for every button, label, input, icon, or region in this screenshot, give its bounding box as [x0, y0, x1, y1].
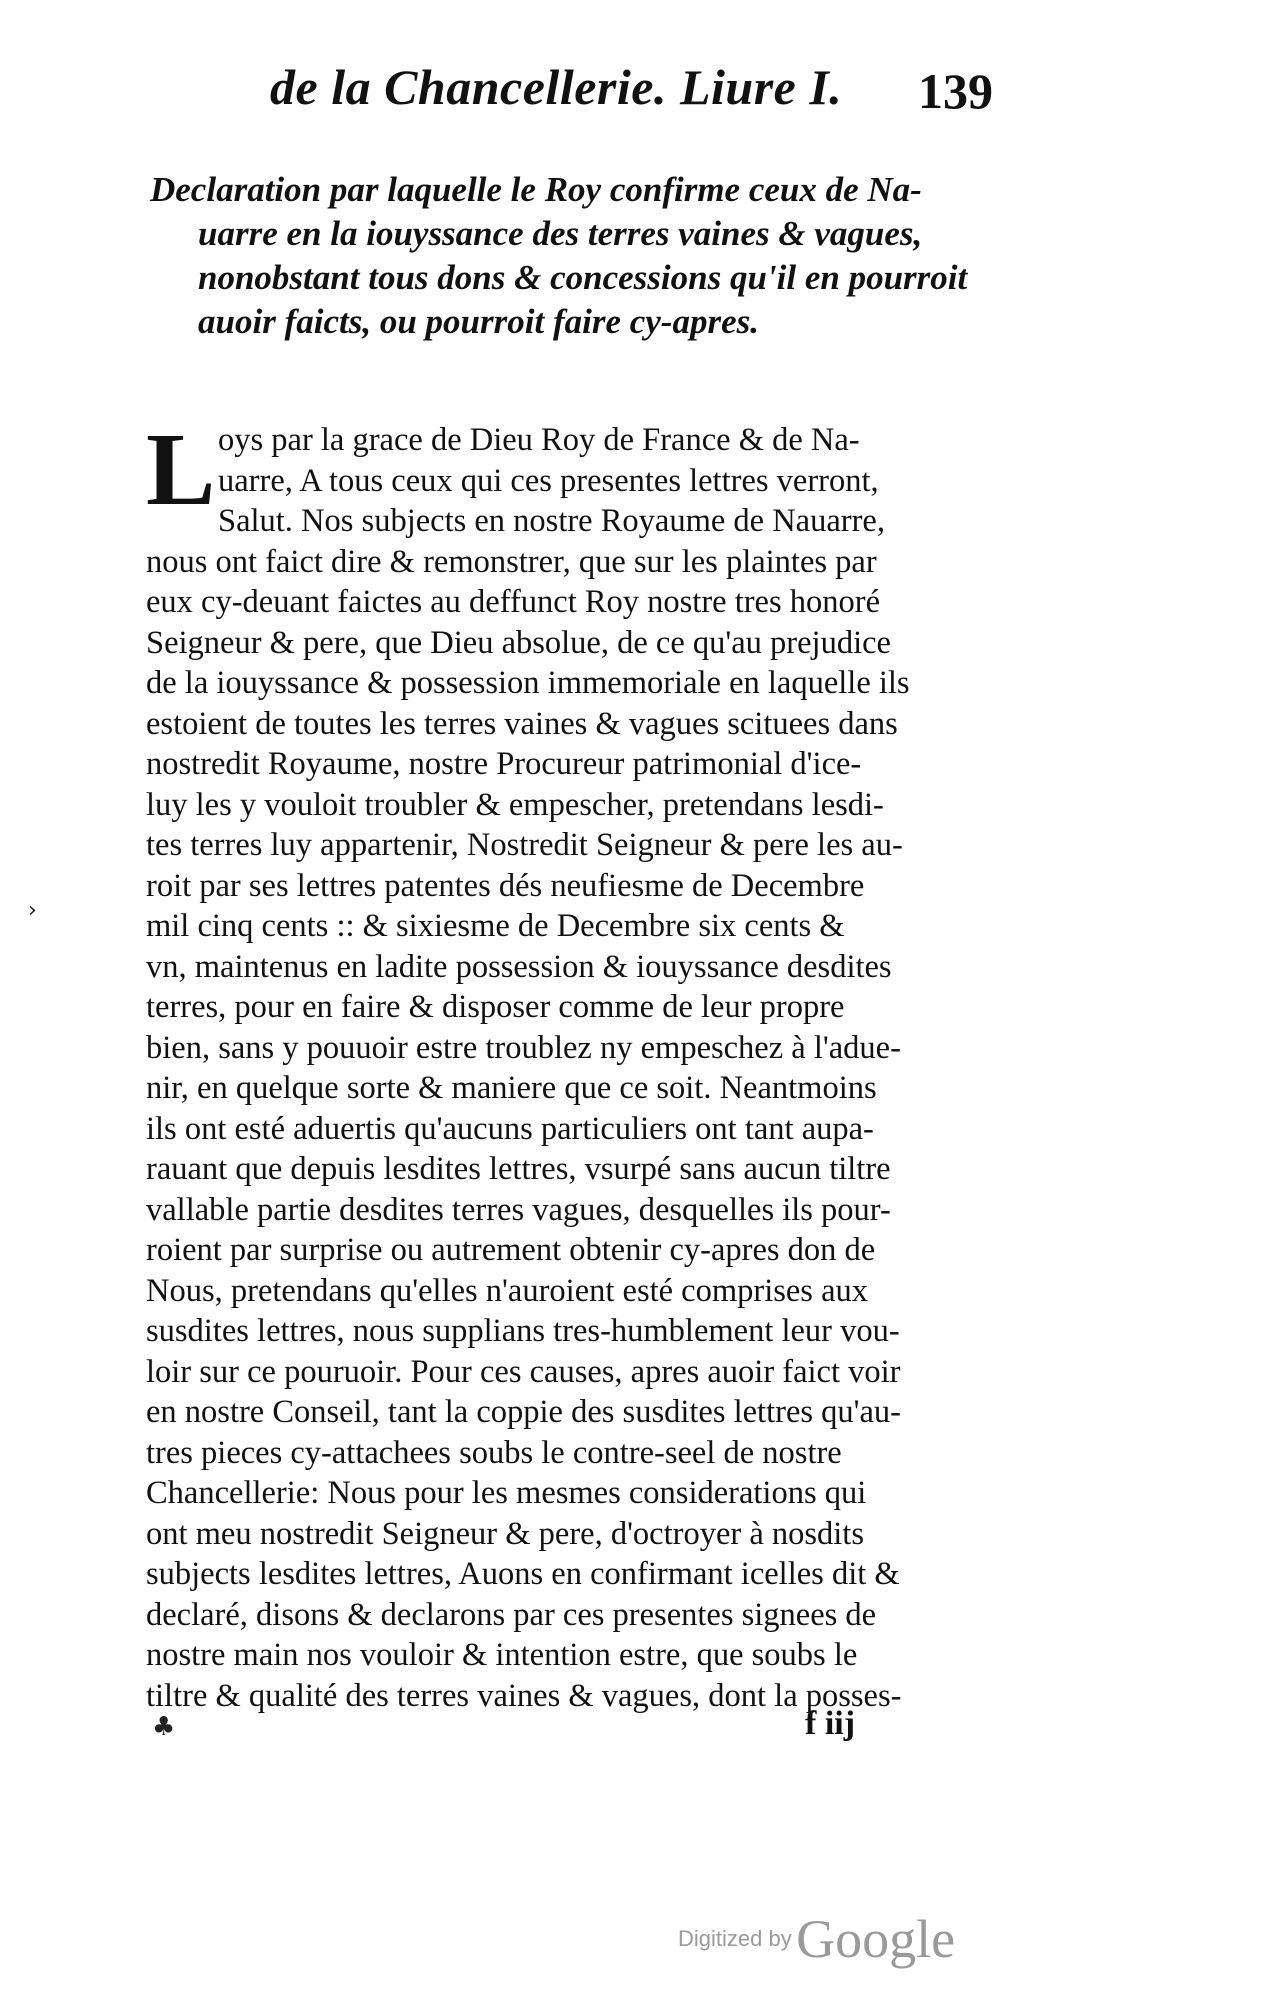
signature-mark: f iij: [805, 1705, 856, 1742]
body-line: subjects lesdites lettres, Auons en confirmant icelles dit &: [146, 1556, 900, 1592]
body-line: ont meu nostredit Seigneur & pere, d'octroyer à nosdits: [146, 1515, 864, 1552]
body-line: vn, maintenus en ladite possession & iouyssance desdites: [146, 948, 892, 985]
body-paragraph: [146, 412, 1026, 1716]
body-line: Nous, pretendans qu'elles n'auroient esté comprises aux: [146, 1272, 868, 1309]
heading-line: Declaration par laquelle le Roy confirme ceux de Na-: [150, 170, 922, 209]
digitized-by-watermark: [678, 1908, 955, 1970]
heading-line: uarre en la iouyssance des terres vaines & vagues,: [198, 214, 923, 253]
body-line: nous ont faict dire & remonstrer, que sur les plaintes par: [146, 543, 877, 580]
drop-cap-initial: L: [146, 412, 216, 527]
body-line: bien, sans y pouuoir estre troublez ny empeschez à l'adue-: [146, 1029, 901, 1066]
heading-line: auoir faicts, ou pourroit faire cy-apres.: [198, 302, 759, 341]
body-line: ils ont esté aduertis qu'aucuns particuliers ont tant aupa-: [146, 1110, 874, 1147]
section-heading: [150, 168, 1025, 344]
running-head-title: de la Chancellerie. Liure I.: [270, 59, 843, 115]
body-line: luy les y vouloit troubler & empescher, pretendans lesdi-: [146, 786, 884, 823]
body-line: eux cy-deuant faictes au deffunct Roy nostre tres honoré: [146, 584, 880, 620]
body-line: declaré, disons & declarons par ces presentes signees de: [146, 1596, 877, 1633]
body-line: estoient de toutes les terres vaines & vagues scituees dans: [146, 705, 898, 742]
body-line: en nostre Conseil, tant la coppie des susdites lettres qu'au-: [146, 1394, 901, 1430]
body-line: terres, pour en faire & disposer comme de leur propre: [146, 989, 845, 1025]
page-number: 139: [918, 63, 993, 119]
body-line: rauant que depuis lesdites lettres, vsurpé sans aucun tiltre: [146, 1151, 891, 1187]
body-line: de la iouyssance & possession immemoriale en laquelle ils: [146, 665, 910, 701]
body-line: Seigneur & pere, que Dieu absolue, de ce qu'au prejudice: [146, 624, 891, 661]
body-line: Salut. Nos subjects en nostre Royaume de Nauarre,: [218, 503, 885, 539]
body-line: nostre main nos vouloir & intention estre, que soubs le: [146, 1637, 858, 1673]
margin-bracket-mark: ›: [28, 898, 37, 923]
body-line: uarre, A tous ceux qui ces presentes lettres verront,: [218, 462, 879, 499]
catchword-ornament: ♣: [152, 1712, 176, 1742]
body-line: Chancellerie: Nous pour les mesmes considerations qui: [146, 1475, 867, 1511]
body-line: tes terres luy appartenir, Nostredit Seigneur & pere les au-: [146, 827, 903, 863]
body-line: tres pieces cy-attachees soubs le contre-seel de nostre: [146, 1434, 842, 1471]
watermark-prefix: Digitized by: [678, 1926, 792, 1951]
body-line: mil cinq cents :: & sixiesme de Decembre six cents &: [146, 908, 845, 944]
body-line: nir, en quelque sorte & maniere que ce soit. Neantmoins: [146, 1070, 877, 1106]
body-line: roient par surprise ou autrement obtenir cy-apres don de: [146, 1232, 876, 1268]
body-line: tiltre & qualité des terres vaines & vagues, dont la posses-: [146, 1677, 902, 1714]
heading-line: nonobstant tous dons & concessions qu'il en pourroit: [198, 258, 968, 297]
body-line: vallable partie desdites terres vagues, desquelles ils pour-: [146, 1191, 891, 1228]
body-line: nostredit Royaume, nostre Procureur patrimonial d'ice-: [146, 746, 862, 782]
google-logo: Google: [796, 1909, 956, 1969]
body-line: loir sur ce pouruoir. Pour ces causes, apres auoir faict voir: [146, 1353, 901, 1390]
body-line: roit par ses lettres patentes dés neufiesme de Decembre: [146, 867, 865, 904]
body-line: susdites lettres, nous supplians tres-humblement leur vou-: [146, 1313, 900, 1349]
body-line: oys par la grace de Dieu Roy de France & de Na-: [218, 422, 860, 458]
